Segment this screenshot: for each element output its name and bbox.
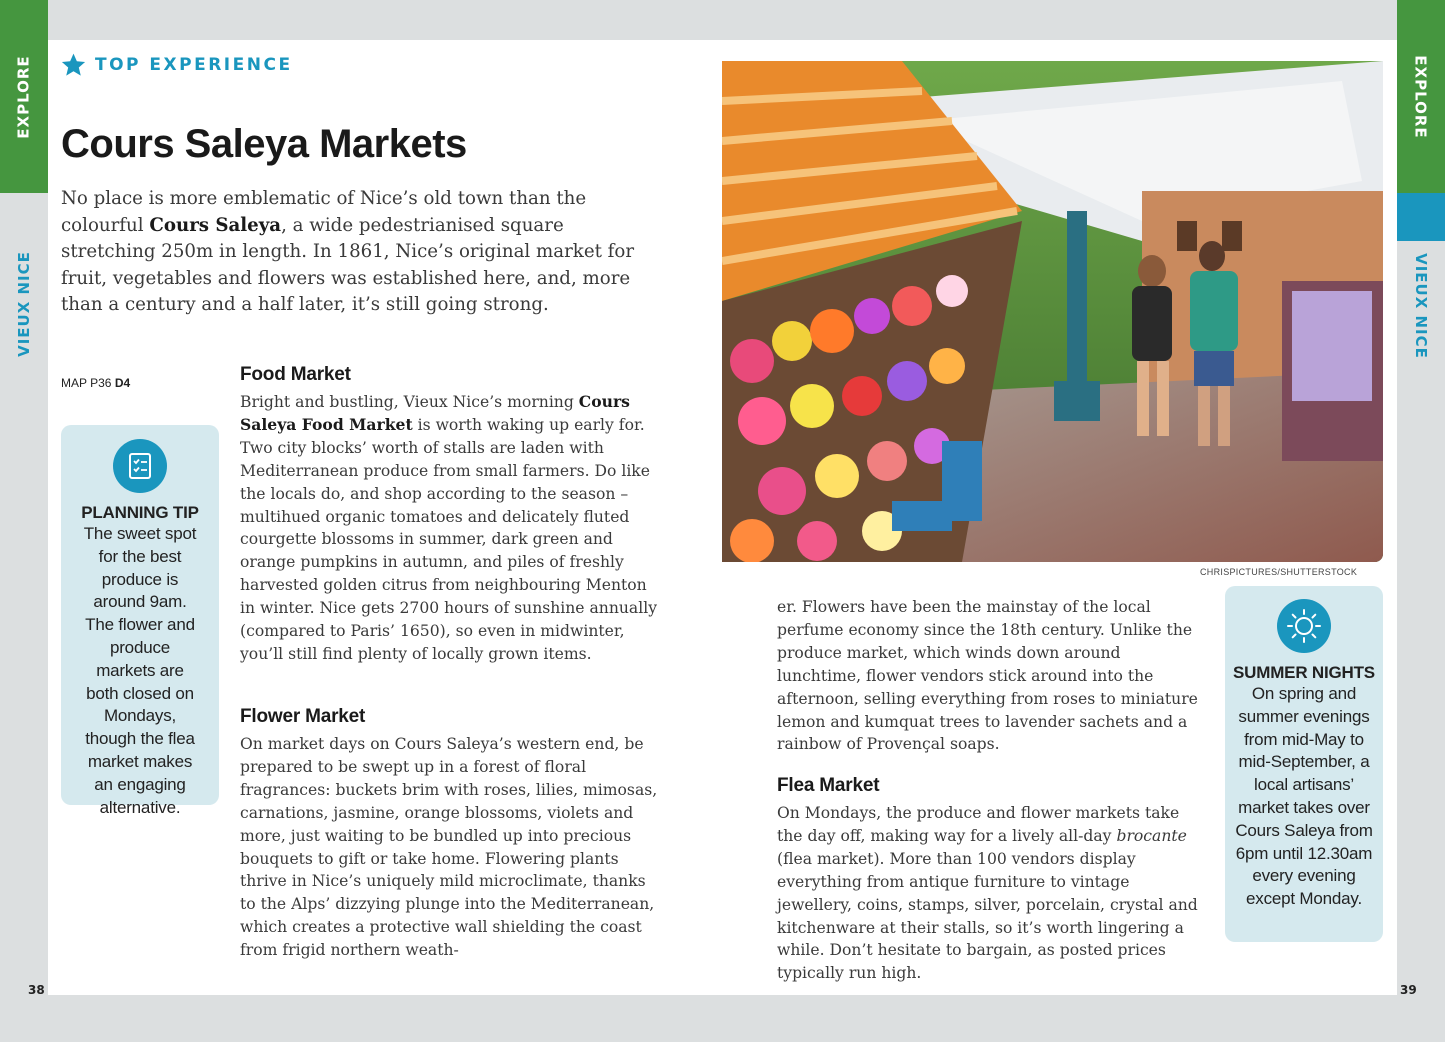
kicker-label: TOP EXPERIENCE [95,55,293,75]
flower-market-text-continued: er. Flowers have been the mainstay of the local perfume economy since the 18th century. Unlike the produce market, which winds down around lunchtime, flower vendors stick around into the afternoon, selling everything from roses to miniature lemon and kumquat trees to lavender sachets and a rainbow of Provençal soaps. [777,598,1198,754]
section-tab-label: EXPLORE [1412,54,1431,139]
section-tab-explore-left[interactable] [0,0,48,193]
summer-nights-title: SUMMER NIGHTS [1233,663,1375,682]
flea-market-text: On Mondays, the produce and flower markets take the day off, making way for a lively all-day brocante (flea market). More than 100 vendors display everything from antique furniture to vintage jewellery, coins, stamps, silver, porcelain, crystal and kitchenware at their stalls, so it’s worth lingering a while. Don’t hesitate to bargain, as posted prices typically run high. [777,804,1198,983]
summer-nights-body: On spring and summer evenings from mid-May to mid-September, a local artisans’ market takes over Cours Saleya from 6pm until 12.30am every evening except Monday. [1235,684,1373,909]
planning-tip-title: PLANNING TIP [81,503,199,522]
section-tab-explore-right[interactable] [1397,0,1445,193]
section-tab-label: EXPLORE [15,54,34,139]
market-photo [722,61,1383,562]
summer-nights-box [1225,586,1383,942]
star-icon [60,52,87,78]
subsection-tab-vieux-nice-left[interactable] [0,193,48,415]
checklist-icon [113,439,167,493]
food-market-heading: Food Market [240,364,351,385]
flower-market-heading: Flower Market [240,706,366,727]
photo-credit: CHRISPICTURES/SHUTTERSTOCK [1200,567,1358,577]
subsection-tab-vieux-nice-right[interactable] [1397,241,1445,371]
planning-tip-body: The sweet spot for the best produce is around 9am. The flower and produce markets are both closed on Mondays, though the flea market makes an engaging alternative. [83,524,197,817]
flea-market-italic: brocante [1116,826,1187,845]
subsection-tab-marker [1397,193,1445,241]
intro-paragraph: No place is more emblematic of Nice’s old town than the colourful Cours Saleya, a wide pedestrianised square stretching 250m in length. In 1861, Nice’s original market for fruit, vegetables and flowers was established here, and, more than a century and a half later, it’s still going strong. [61,188,635,315]
map-reference[interactable]: MAP P36 D4 [61,376,131,390]
sun-icon [1277,599,1331,653]
planning-tip-box [61,425,219,817]
subsection-tab-label: VIEUX NICE [15,251,34,357]
flea-market-heading: Flea Market [777,775,880,796]
food-market-text: Bright and bustling, Vieux Nice’s morning Cours Saleya Food Market is worth waking up early for. Two city blocks’ worth of stalls are laden with Mediterranean produce from small farmers. Do like the locals do, and shop according to the season – multihued organic tomatoes and delicately fluted courgette blossoms in summer, dark green and orange pumpkins in autumn, and piles of freshly harvested golden citrus from neighbouring Menton in winter. Nice gets 2700 hours of sunshine annually (compared to Paris’ 1650), so even in midwinter, you’ll still find plenty of locally grown items. [240,392,658,663]
kicker [60,52,293,78]
map-grid: D4 [114,376,131,390]
intro-bold: Cours Saleya [149,214,282,236]
page-number-right: 39 [1400,983,1417,997]
page-number-left: 38 [28,983,45,997]
page-title: Cours Saleya Markets [61,122,467,166]
food-market-bold: Cours Saleya Food Market [240,392,630,434]
subsection-tab-label: VIEUX NICE [1412,253,1431,359]
flower-market-text: On market days on Cours Saleya’s western end, be prepared to be swept up in a forest of floral fragrances: buckets brim with roses, lilies, mimosas, carnations, jasmine, orange blossoms, violets and more, just waiting to be bundled up into precious bouquets to gift or take home. Flowering plants thrive in Nice’s uniquely mild microclimate, thanks to the Alps’ dizzying plunge into the Mediterranean, which creates a protective wall shielding the coast from frigid northern weath- [240,735,658,960]
